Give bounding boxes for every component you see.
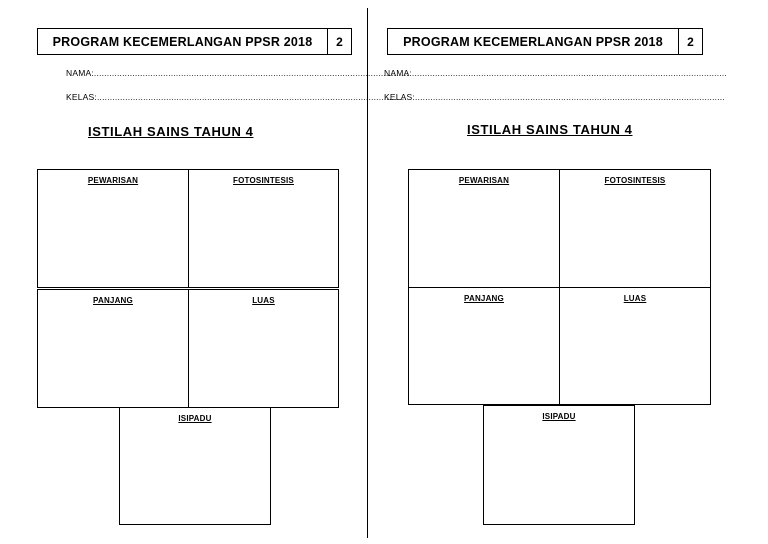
box-fotosintesis	[559, 169, 711, 288]
header-number: 2	[336, 34, 343, 49]
box-label: PANJANG	[464, 294, 504, 303]
class-field[interactable]: KELAS:.........................................................................................................................	[384, 92, 725, 102]
box-label: ISIPADU	[542, 412, 576, 421]
box-luas	[559, 287, 711, 405]
box-pewarisan	[408, 169, 560, 288]
box-label: LUAS	[623, 294, 647, 303]
subject-title: ISTILAH SAINS TAHUN 4	[467, 122, 633, 137]
box-luas	[188, 289, 339, 408]
box-label: PEWARISAN	[87, 176, 139, 185]
worksheet-right	[371, 0, 755, 544]
header-title-box	[37, 28, 328, 55]
box-label: PEWARISAN	[458, 176, 510, 185]
box-label: LUAS	[252, 296, 275, 305]
subject-title: ISTILAH SAINS TAHUN 4	[88, 124, 254, 139]
name-field[interactable]: NAMA:...........................................................................................................................	[66, 68, 409, 78]
box-fotosintesis	[188, 169, 339, 288]
header-number-box	[678, 28, 703, 55]
box-label: PANJANG	[93, 296, 133, 305]
header-title-box	[387, 28, 679, 55]
header-title: PROGRAM KECEMERLANGAN PPSR 2018	[403, 34, 663, 49]
box-panjang	[37, 289, 189, 408]
box-label: FOTOSINTESIS	[233, 176, 294, 185]
box-pewarisan	[37, 169, 189, 288]
box-isipadu	[119, 407, 271, 525]
box-panjang	[408, 287, 560, 405]
header-number-box	[327, 28, 352, 55]
box-label: ISIPADU	[178, 414, 212, 423]
header-title: PROGRAM KECEMERLANGAN PPSR 2018	[52, 34, 313, 49]
class-field[interactable]: KELAS:.........................................................................................................................	[66, 92, 407, 102]
box-label: FOTOSINTESIS	[604, 176, 666, 185]
box-isipadu	[483, 405, 635, 525]
header-number: 2	[687, 34, 694, 49]
name-field[interactable]: NAMA:...........................................................................................................................	[384, 68, 727, 78]
